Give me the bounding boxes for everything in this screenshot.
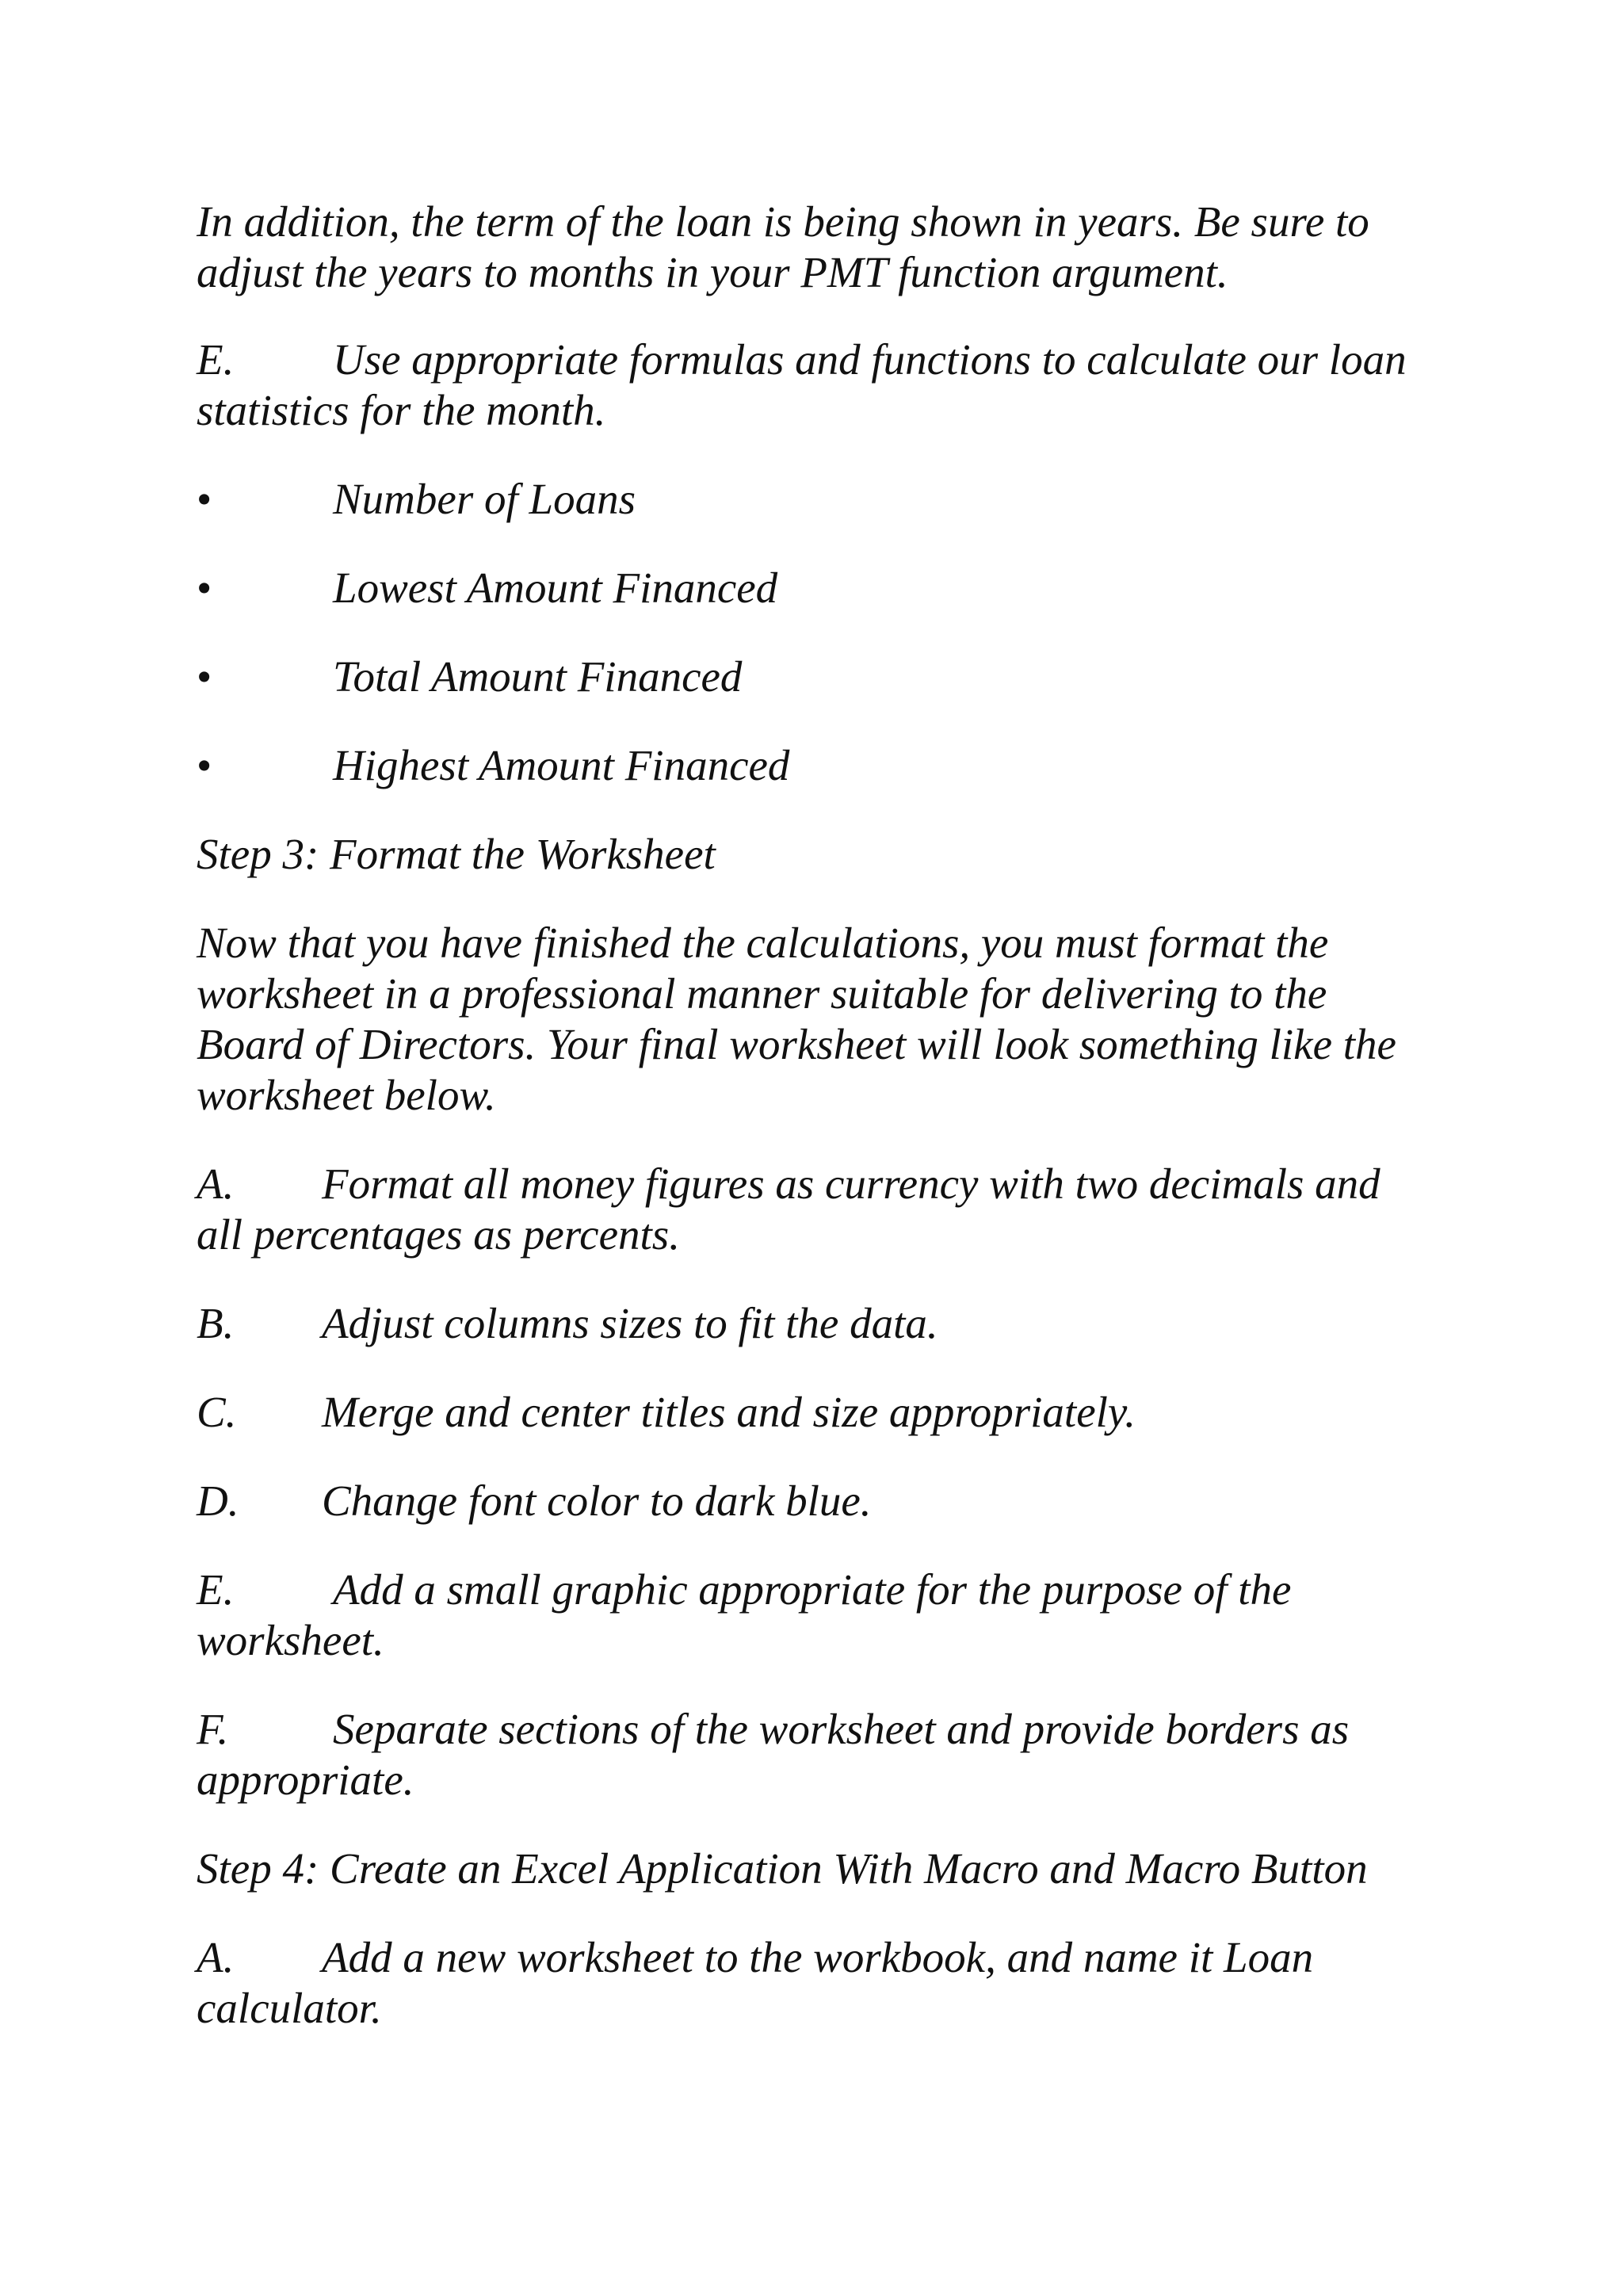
step3-heading (197, 829, 1433, 880)
bullet-text: Total Amount Financed (333, 652, 743, 701)
bullet-text: Number of Loans (333, 475, 636, 523)
list-item-text: Separate sections of the worksheet and provide borders as appropriate. (197, 1705, 1350, 1804)
list-marker: F. (197, 1705, 229, 1753)
step3-item-c (197, 1387, 1433, 1438)
step3-item-e (197, 1564, 1433, 1666)
step3-item-a (197, 1159, 1433, 1260)
list-item-text: Use appropriate formulas and functions to calculate our loan statistics for the month. (197, 335, 1407, 434)
bullet-marker: • (197, 563, 212, 612)
list-marker: D. (197, 1477, 239, 1525)
list-item-text: Adjust columns sizes to fit the data. (322, 1299, 938, 1347)
intro-paragraph (197, 197, 1433, 298)
list-item-text: Change font color to dark blue. (322, 1477, 872, 1525)
step3-item-f (197, 1704, 1433, 1805)
list-marker: A. (197, 1933, 235, 1981)
paragraph-text: Now that you have finished the calculations, you must format the worksheet in a professional manner suitable for delivering to the Board of Directors. Your final worksheet will look something like the worksheet below. (197, 919, 1396, 1119)
step3-item-b (197, 1298, 1433, 1349)
list-marker: E. (197, 335, 235, 384)
bullet-item (197, 740, 1433, 791)
list-item-text: Merge and center titles and size appropriately. (322, 1388, 1136, 1436)
step4-item-a (197, 1932, 1433, 2034)
bullet-item (197, 474, 1433, 525)
list-marker: C. (197, 1388, 237, 1436)
bullet-text: Lowest Amount Financed (333, 563, 778, 612)
bullet-marker: • (197, 652, 212, 701)
list-item-text: Add a new worksheet to the workbook, and name it Loan calculator. (197, 1933, 1314, 2032)
step2-item-e (197, 334, 1433, 436)
step4-heading (197, 1843, 1433, 1894)
list-marker: A. (197, 1159, 235, 1208)
bullet-marker: • (197, 741, 212, 789)
heading-text: Step 3: Format the Worksheet (197, 830, 716, 878)
bullet-item (197, 651, 1433, 702)
list-marker: E. (197, 1565, 235, 1614)
bullet-item (197, 563, 1433, 613)
step3-item-d (197, 1476, 1433, 1526)
list-item-text: Format all money figures as currency with two decimals and all percentages as percents. (197, 1159, 1381, 1259)
bullet-text: Highest Amount Financed (333, 741, 790, 789)
list-item-text: Add a small graphic appropriate for the purpose of the worksheet. (197, 1565, 1292, 1664)
list-marker: B. (197, 1299, 235, 1347)
intro-paragraph-text: In addition, the term of the loan is being shown in years. Be sure to adjust the years to months in your PMT function argument. (197, 197, 1369, 296)
bullet-marker: • (197, 475, 212, 523)
step3-intro (197, 918, 1433, 1121)
heading-text: Step 4: Create an Excel Application With Macro and Macro Button (197, 1844, 1368, 1893)
